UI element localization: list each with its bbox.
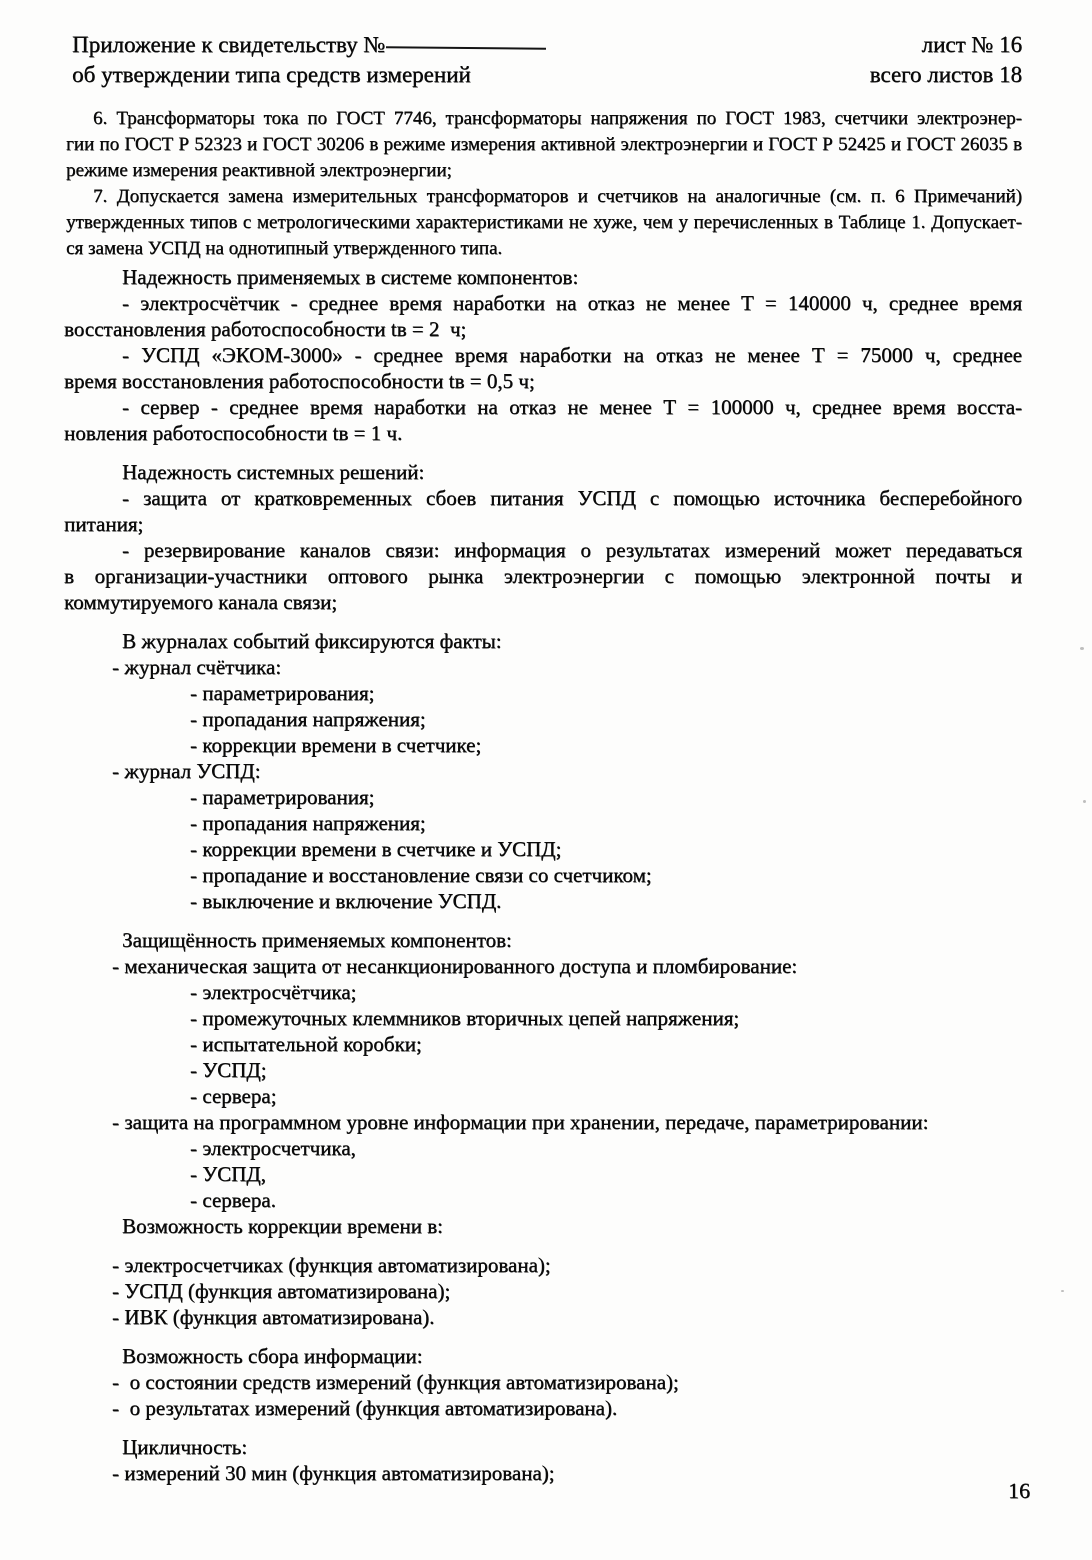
text-line: утвержденных типов с метрологическими характеристиками не хуже, чем у перечисленных в Таблице 1. Допускает- <box>66 212 1022 233</box>
text-line: - механическая защита от несанкционированного доступа и пломбирование: <box>112 954 798 978</box>
text-line: Надежность системных решений: <box>122 460 425 484</box>
text-line: - журнал счётчика: <box>112 655 282 679</box>
text-line: ся замена УСПД на однотипный утвержденного типа. <box>66 238 503 259</box>
text-line: - сервера. <box>190 1188 276 1212</box>
text-line: - электросчетчика, <box>190 1136 356 1160</box>
text-line: - УСПД, <box>190 1162 266 1186</box>
total-sheets-label: всего листов 18 <box>869 62 1022 87</box>
text-line: - промежуточных клеммников вторичных цепей напряжения; <box>190 1006 740 1030</box>
text-line: Защищённость применяемых компонентов: <box>122 928 512 952</box>
paragraph-gap <box>64 615 1022 628</box>
text-line: - защита от кратковременных сбоев питания УСПД с помощью источника бесперебойного <box>122 486 1022 510</box>
text-line: - сервера; <box>190 1084 277 1108</box>
text-line: - УСПД (функция автоматизирована); <box>112 1279 451 1303</box>
text-line: новления работоспособности tв = 1 ч. <box>64 421 403 445</box>
text-line: - о результатах измерений (функция автоматизирована). <box>112 1396 618 1420</box>
text-line: - журнал УСПД: <box>112 759 261 783</box>
text-line: - параметрирования; <box>190 681 375 705</box>
text-line: - пропадание и восстановление связи со счетчиком; <box>190 863 652 887</box>
paragraph-gap <box>64 446 1022 459</box>
text-line: - выключение и включение УСПД. <box>190 889 502 913</box>
text-line: - электросчетчиках (функция автоматизирована); <box>112 1253 551 1277</box>
text-line: - пропадания напряжения; <box>190 707 426 731</box>
certificate-number-blank-line <box>386 44 546 49</box>
appendix-label: Приложение к свидетельству № <box>72 32 386 57</box>
paragraph-gap <box>64 1239 1022 1252</box>
text-line: 7. Допускается замена измерительных трансформаторов и счетчиков на аналогичные (см. п. 6 Примечаний) <box>93 186 1022 207</box>
paragraph-gap <box>64 1421 1022 1434</box>
text-line: - о состоянии средств измерений (функция автоматизирована); <box>112 1370 679 1394</box>
paragraph-gap <box>64 1330 1022 1343</box>
paragraph-gap <box>64 914 1022 927</box>
appendix-title <box>72 30 546 90</box>
text-line: - ИВК (функция автоматизирована). <box>112 1305 435 1329</box>
text-line: Возможность сбора информации: <box>122 1344 423 1368</box>
scan-speck <box>1083 800 1086 803</box>
appendix-title-line2: об утверждении типа средств измерений <box>72 62 471 87</box>
text-line: гии по ГОСТ Р 52323 и ГОСТ 30206 в режиме измерения активной электроэнергии и ГОСТ Р 52425 и ГОСТ 26035 в <box>66 134 1022 155</box>
text-line: - УСПД «ЭКОМ-3000» - среднее время наработки на отказ не менее Т = 75000 ч, среднее <box>122 343 1022 367</box>
text-line: коммутируемого канала связи; <box>64 590 338 614</box>
text-line: - коррекции времени в счетчике и УСПД; <box>190 837 562 861</box>
sheet-info <box>870 30 1022 90</box>
notes-section <box>66 106 1022 262</box>
appendix-title-line1 <box>72 30 546 60</box>
text-line: Цикличность: <box>122 1435 248 1459</box>
text-line: - электросчётчик - среднее время наработки на отказ не менее Т = 140000 ч, среднее время <box>122 291 1022 315</box>
text-line: 6. Трансформаторы тока по ГОСТ 7746, трансформаторы напряжения по ГОСТ 1983, счетчики электроэнер- <box>93 108 1022 129</box>
text-line: - параметрирования; <box>190 785 375 809</box>
scan-speck <box>1080 647 1084 650</box>
text-line: - УСПД; <box>190 1058 267 1082</box>
text-line: в организации-участники оптового рынка электроэнергии с помощью электронной почты и <box>64 564 1022 588</box>
text-line: режиме измерения реактивной электроэнергии; <box>66 160 452 181</box>
sheet-number-label: лист № 16 <box>921 32 1022 57</box>
text-line: - электросчётчика; <box>190 980 357 1004</box>
text-line: - измерений 30 мин (функция автоматизирована); <box>112 1461 555 1485</box>
text-line: Возможность коррекции времени в: <box>122 1214 443 1238</box>
text-line: - испытательной коробки; <box>190 1032 422 1056</box>
text-line: - резервирование каналов связи: информация о результатах измерений может передаваться <box>122 538 1022 562</box>
text-line: - сервер - среднее время наработки на отказ не менее Т = 100000 ч, среднее время восста- <box>122 395 1022 419</box>
text-line: - защита на программном уровне информации при хранении, передаче, параметрировании: <box>112 1110 929 1134</box>
text-line: Надежность применяемых в системе компонентов: <box>122 265 579 289</box>
text-line: время восстановления работоспособности tв = 0,5 ч; <box>64 369 535 393</box>
text-line: восстановления работоспособности tв = 2 ч; <box>64 317 467 341</box>
text-line: питания; <box>64 512 144 536</box>
text-line: - пропадания напряжения; <box>190 811 426 835</box>
page-number: 16 <box>1008 1478 1030 1503</box>
scan-speck <box>1061 1290 1064 1292</box>
page-header <box>0 0 1092 90</box>
body-text-section <box>64 264 1022 1486</box>
text-line: - коррекции времени в счетчике; <box>190 733 482 757</box>
text-line: В журналах событий фиксируются факты: <box>122 629 502 653</box>
